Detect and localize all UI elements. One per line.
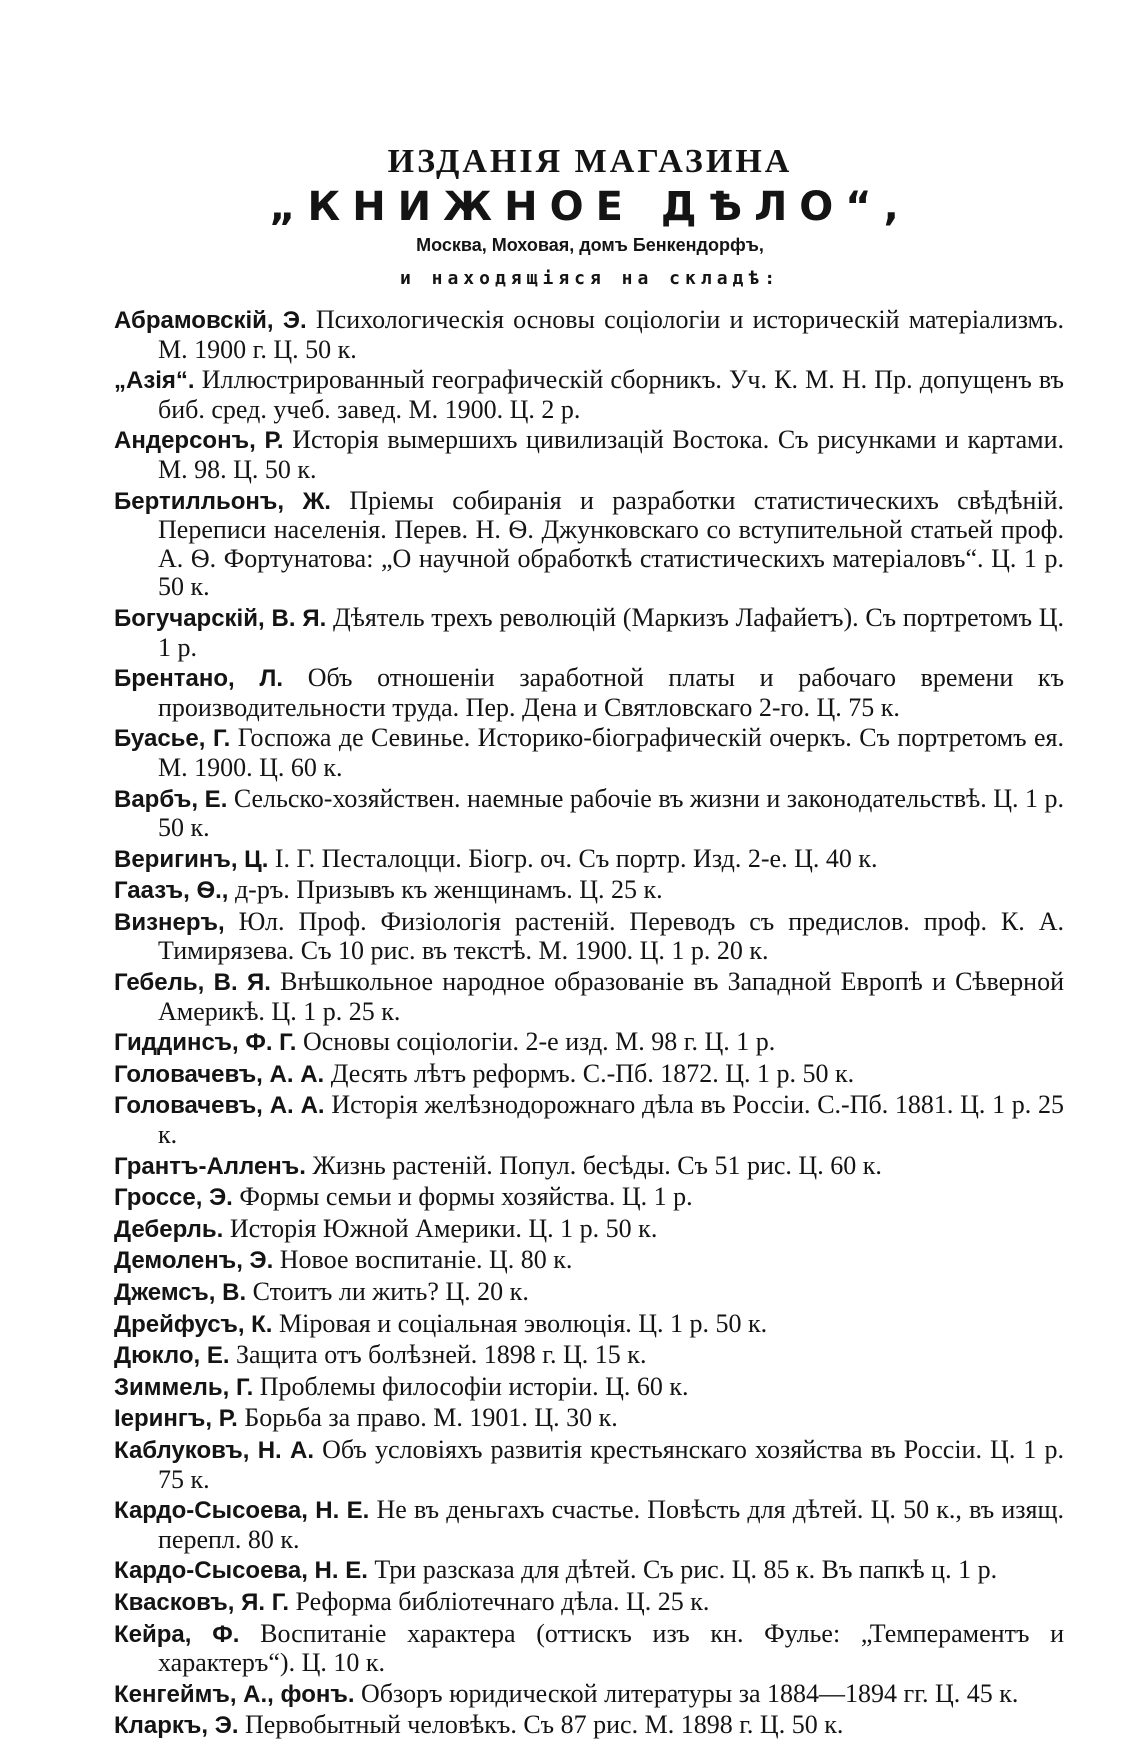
entry-author: Богучарскій, В. Я. [114, 604, 327, 632]
entry-description: Юл. Проф. Физіологія растеній. Переводъ съ предислов. проф. К. А. Тимирязева. Съ 10 рис. въ текстѣ. М. 1900. Ц. 1 р. 20 к. [158, 906, 1065, 966]
catalog-entry [114, 1028, 1064, 1058]
catalog-entry [114, 1556, 1064, 1586]
entry-author: Демоленъ, Э. [114, 1247, 274, 1275]
entry-description: Проблемы философіи исторіи. Ц. 60 к. [259, 1371, 689, 1401]
catalog-entry [114, 1246, 1064, 1276]
entry-author: Гаазъ, Ѳ., [114, 877, 229, 905]
entry-description: Стоитъ ли жить? Ц. 20 к. [252, 1277, 529, 1306]
entry-author: Дюкло, Е. [114, 1342, 230, 1370]
entry-description: Борьба за право. М. 1901. Ц. 30 к. [244, 1403, 618, 1433]
entry-author: Іерингъ, Р. [114, 1405, 238, 1433]
entry-description: І. Г. Песталоцци. Біогр. оч. Съ портр. Изд. 2-е. Ц. 40 к. [274, 843, 878, 873]
entry-description: Новое воспитаніе. Ц. 80 к. [279, 1245, 573, 1275]
entry-author: Зиммель, Г. [114, 1373, 254, 1401]
entry-description: Формы семьи и формы хозяйства. Ц. 1 р. [239, 1182, 693, 1212]
entry-description: Дѣятель трехъ революцій (Маркизъ Лафайетъ). Съ портретомъ Ц. 1 р. [158, 602, 1065, 662]
entry-author: Деберль. [114, 1215, 224, 1243]
catalog-entry [114, 604, 1064, 662]
entry-description: Психологическія основы соціологіи и историческій матеріализмъ. М. 1900 г. Ц. 50 к. [158, 305, 1064, 364]
entry-author: Кардо-Сысоева, Н. Е. [114, 1497, 370, 1525]
entry-description: Три разсказа для дѣтей. Съ рис. Ц. 85 к. Въ папкѣ ц. 1 р. [374, 1555, 998, 1585]
entry-description: Сельско-хозяйствен. наемные рабочіе въ жизни и законодательствѣ. Ц. 1 р. 50 к. [158, 783, 1064, 843]
catalog-title: ИЗДАНІЯ МАГАЗИНА [387, 143, 793, 180]
catalog-entry [114, 366, 1064, 424]
catalog-entry [114, 1620, 1064, 1678]
entry-description: Исторія Южной Америки. Ц. 1 р. 50 к. [229, 1213, 658, 1243]
entry-description: Иллюстрированный географическій сборникъ. Уч. К. М. Н. Пр. допущенъ въ биб. сред. учеб. завед. М. 1900. Ц. 2 р. [158, 365, 1064, 424]
entry-author: Андерсонъ, Р. [114, 427, 284, 455]
entry-author: Кенгеймъ, А., фонъ. [114, 1680, 355, 1708]
entry-author: Головачевъ, А. А. [114, 1092, 325, 1120]
catalog-entry [114, 1091, 1064, 1149]
stock-note: и находящіяся на складѣ: [399, 268, 781, 289]
catalog-entry [114, 876, 1064, 906]
catalog-entry [114, 968, 1064, 1026]
entry-description: Жизнь растеній. Попул. бесѣды. Съ 51 рис. Ц. 60 к. [312, 1150, 882, 1180]
entry-description: Исторія желѣзнодорожнаго дѣла въ Россіи. С.-Пб. 1881. Ц. 1 р. 25 к. [158, 1090, 1065, 1150]
catalog-entry [114, 845, 1064, 875]
entry-author: Варбъ, Е. [114, 785, 228, 813]
entry-author: Кардо-Сысоева, Н. Е. [114, 1557, 368, 1585]
catalog-entry [114, 1152, 1064, 1182]
catalog-entry [114, 785, 1064, 843]
catalog-entry [114, 664, 1064, 722]
catalog-entry [114, 1680, 1064, 1710]
catalog-entry [114, 426, 1064, 484]
catalog-entry [114, 1404, 1064, 1434]
catalog-entry [114, 1183, 1064, 1213]
shop-address: Москва, Моховая, домъ Бенкендорфъ, [416, 235, 764, 255]
entry-description: Реформа библіотечнаго дѣла. Ц. 25 к. [295, 1586, 710, 1616]
entry-author: Веригинъ, Ц. [114, 845, 269, 873]
entry-author: Абрамовскій, Э. [114, 307, 307, 334]
entry-description: Пріемы собиранія и разработки статистическихъ свѣдѣній. Переписи населенія. Перев. Н. Ѳ. Джунковскаго со вступительной статьей проф. А. Ѳ. Фортунатова: „О научной обработкѣ статистическихъ матеріаловъ“. Ц. 1 р. 50 к. [158, 485, 1065, 602]
entry-description: Обзоръ юридической литературы за 1884—1894 гг. Ц. 45 к. [361, 1678, 1019, 1708]
entry-description: Внѣшкольное народное образованіе въ Западной Европѣ и Сѣверной Америкѣ. Ц. 1 р. 25 к. [158, 967, 1065, 1026]
catalog-entry [114, 1373, 1064, 1403]
entry-description: Госпожа де Севинье. Историко-біографическій очеркъ. Съ портретомъ ея. М. 1900. Ц. 60 к. [158, 723, 1065, 782]
catalog-entry [114, 1215, 1064, 1245]
entry-description: Первобытный человѣкъ. Съ 87 рис. М. 1898 г. Ц. 50 к. [245, 1710, 844, 1740]
catalog-entries [114, 306, 1064, 1743]
entry-author: Кейра, Ф. [114, 1620, 240, 1648]
shop-name: „КНИЖНОЕ ДѢЛО“, [269, 184, 911, 230]
entry-description: Основы соціологіи. 2-е изд. М. 98 г. Ц. 1 р. [302, 1027, 776, 1057]
catalog-entry [114, 724, 1064, 782]
entry-author: Буасье, Г. [114, 725, 231, 753]
entry-description: д-ръ. Призывъ къ женщинамъ. Ц. 25 к. [234, 875, 663, 905]
entry-description: Воспитаніе характера (оттискъ изъ кн. Фулье: „Темпераментъ и характеръ“). Ц. 10 к. [158, 1618, 1065, 1678]
entry-author: Головачевъ, А. А. [114, 1060, 325, 1088]
catalog-entry [114, 1310, 1064, 1340]
entry-description: Не въ деньгахъ счастье. Повѣсть для дѣтей. Ц. 50 к., въ изящ. перепл. 80 к. [158, 1495, 1065, 1554]
catalog-entry [114, 1496, 1064, 1554]
entry-author: Грантъ-Алленъ. [114, 1152, 306, 1180]
entry-description: Міровая и соціальная эволюція. Ц. 1 р. 50 к. [278, 1308, 768, 1338]
entry-author: Гебель, В. Я. [114, 969, 271, 997]
entry-author: Визнеръ, [114, 908, 225, 936]
catalog-entry [114, 306, 1064, 364]
catalog-entry [114, 487, 1064, 602]
catalog-entry [114, 1588, 1064, 1618]
entry-author: Каблуковъ, Н. А. [114, 1436, 314, 1464]
entry-description: Защита отъ болѣзней. 1898 г. Ц. 15 к. [236, 1340, 647, 1370]
catalog-entry [114, 1060, 1064, 1090]
catalog-entry [114, 1341, 1064, 1371]
catalog-entry [114, 1278, 1064, 1308]
entry-author: Джемсъ, В. [114, 1279, 247, 1306]
entry-author: Бертилльонъ, Ж. [114, 487, 331, 515]
entry-author: Брентано, Л. [114, 665, 284, 693]
entry-author: „Азія“. [114, 367, 195, 395]
entry-description: Исторія вымершихъ цивилизацій Востока. Съ рисунками и картами. М. 98. Ц. 50 к. [158, 425, 1065, 484]
catalog-entry [114, 1711, 1064, 1741]
catalog-entry [114, 908, 1064, 966]
entry-author: Гроссе, Э. [114, 1184, 233, 1212]
entry-description: Объ отношеніи заработной платы и рабочаго времени къ производительности труда. Пер. Дена и Святловскаго 2-го. Ц. 75 к. [158, 663, 1065, 722]
entry-author: Кларкъ, Э. [114, 1712, 239, 1740]
entry-author: Квасковъ, Я. Г. [114, 1588, 289, 1616]
entry-description: Объ условіяхъ развитія крестьянскаго хозяйства въ Россіи. Ц. 1 р. 75 к. [158, 1434, 1064, 1494]
entry-author: Дрейфусъ, К. [114, 1310, 273, 1338]
entry-description: Десять лѣтъ реформъ. С.-Пб. 1872. Ц. 1 р. 50 к. [330, 1058, 855, 1088]
catalog-entry [114, 1436, 1064, 1494]
entry-author: Гиддинсъ, Ф. Г. [114, 1029, 297, 1057]
